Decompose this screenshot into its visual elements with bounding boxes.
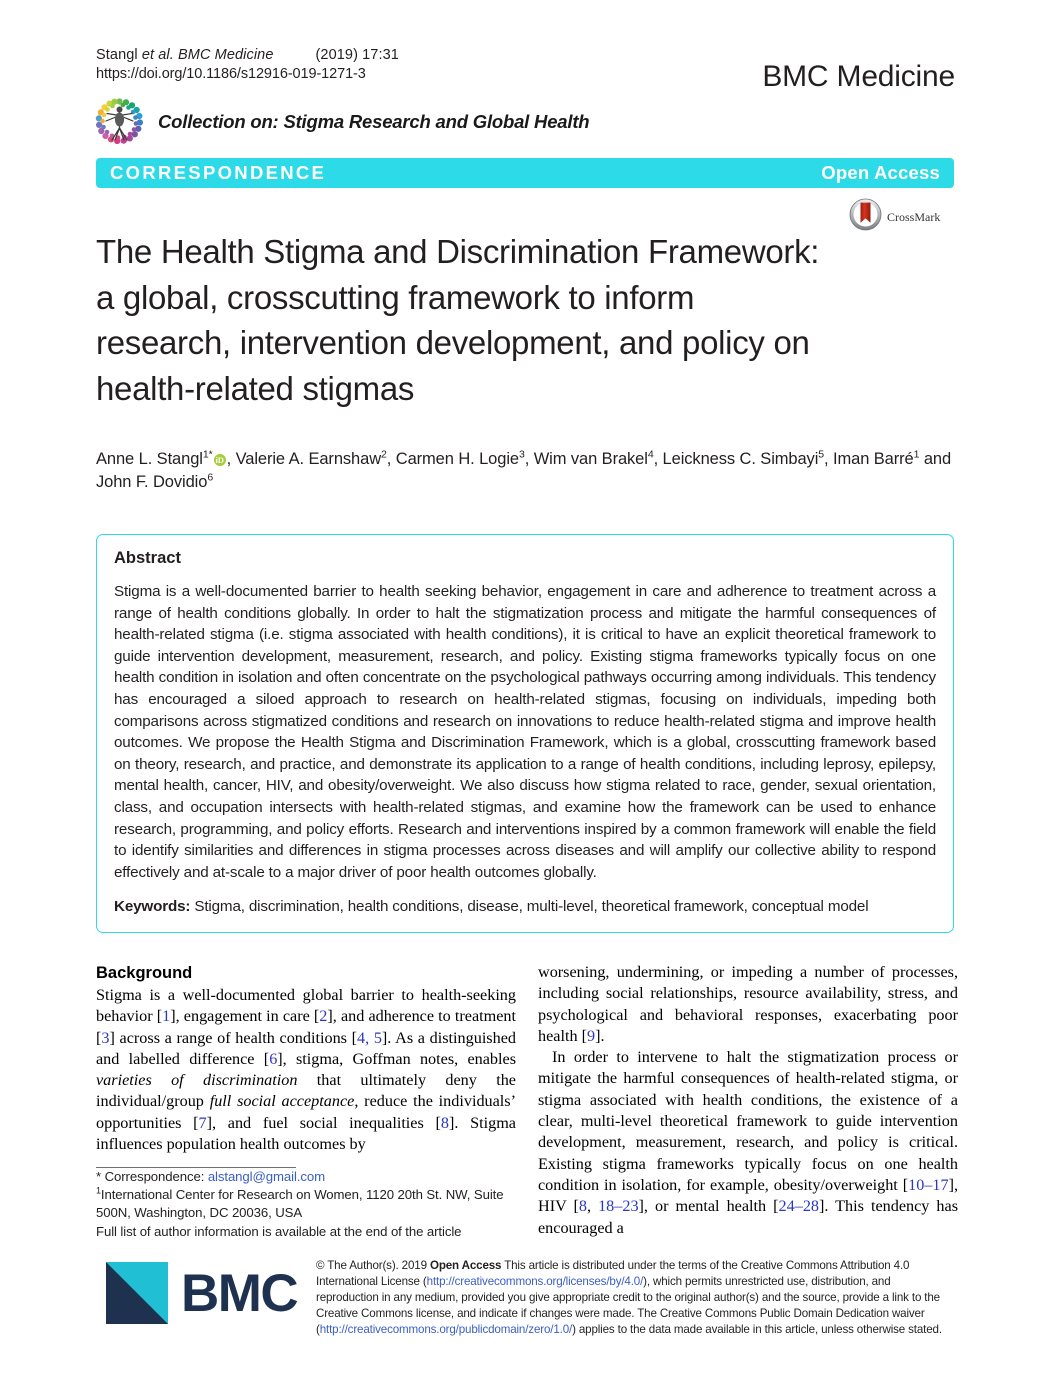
- affiliation-marker: 1: [96, 1185, 101, 1196]
- running-head-journal: et al. BMC Medicine: [141, 47, 274, 63]
- text-run: Stigma is a well-documented global barrier to health-seeking behavior [: [96, 986, 516, 1026]
- reference-link[interactable]: 8: [440, 1113, 449, 1132]
- running-head-citation: [96, 46, 716, 65]
- text-run: ) applies to the data made available in this article, unless otherwise stated.: [572, 1322, 942, 1336]
- text-run: ], and adherence to treatment [: [96, 1007, 516, 1047]
- author-name[interactable]: Anne L. Stangl$^{1*}$: [96, 448, 213, 468]
- author-name[interactable]: Leickness C. Simbayi$^5$: [662, 448, 825, 468]
- vitruvian-man-dna-circle-icon: [92, 96, 147, 148]
- reference-link[interactable]: 7: [198, 1113, 207, 1132]
- reference-link[interactable]: 24–28: [778, 1197, 819, 1216]
- reference-link[interactable]: 4, 5: [357, 1028, 382, 1047]
- abstract-body: Stigma is a well-documented barrier to health seeking behavior, engagement in care and adherence to treatment across a range of health conditions globally. In order to halt the stigmatization process and mitigate the harmful consequences of health-related stigma (i.e. stigma associated with health conditions), it is critical to have an explicit theoretical framework to guide intervention development, measurement, research, and policy. Existing stigma frameworks typically focus on one health condition in isolation and often concentrate on the psychological pathways occurring among individuals. This tendency has encouraged a siloed approach to research on health-related stigmas, focusing on individuals, impeding both comparisons across stigmatized conditions and research on innovations to reduce health-related stigma and improve health outcomes. We propose the Health Stigma and Discrimination Framework, which is a global, crosscutting framework based on theory, research, and practice, and demonstrate its application to a range of health conditions, including leprosy, epilepsy, mental health, cancer, HIV, and obesity/overweight. We also discuss how stigma related to race, gender, sexual orientation, class, and occupation intersects with health-related stigmas, and examine how the framework can be used to enhance research, programming, and policy efforts. Research and interventions inspired by a common framework will enable the field to identify similarities and differences in stigma processes across diseases and will amplify our collective ability to respond effectively and at-scale to a major driver of poor health outcomes globally.: [114, 583, 936, 881]
- collection-banner[interactable]: [92, 96, 589, 148]
- text-run: © The Author(s). 2019: [316, 1259, 430, 1272]
- bold-text: Open Access: [429, 1259, 502, 1272]
- external-link[interactable]: http://creativecommons.org/licenses/by/4.0/: [426, 1274, 644, 1288]
- section-heading-background: Background: [96, 964, 193, 982]
- emphasis-text: full social acceptance: [209, 1092, 355, 1111]
- text-run: ]. Stigma influences population health outcomes by: [96, 1113, 516, 1154]
- correspondence-line: [96, 1168, 516, 1186]
- affiliation-text: International Center for Research on Women, 1120 20th St. NW, Suite 500N, Washington, DC 20036, USA: [96, 1187, 504, 1221]
- emphasis-text: varieties of discrimination: [96, 1071, 298, 1090]
- text-run: ].: [595, 1026, 605, 1045]
- text-run: ), which permits unrestricted use, distribution, and reproduction in any medium, provided you give appropriate credit to the original author(s) and the source, provide a link to the Creative Commons license, and indicate if changes were made. The Creative Commons Public Domain Dedication waiver (: [316, 1274, 940, 1336]
- text-run: ], HIV [: [538, 1175, 958, 1216]
- text-run: ,: [586, 1197, 599, 1216]
- author-list: Anne L. Stangl$^{1*}$ iD , Valerie A. Earnshaw$^2$, Carmen H. Logie$^3$, Wim van Brakel$^4$, Leickness C. Simbayi$^5$, Iman Barré$^1$ and John F. Dovidio$^6$: [96, 448, 952, 491]
- page-title: The Health Stigma and Discrimination Framework: a global, crosscutting framework to inform research, intervention development, and policy on health-related stigmas: [96, 233, 820, 407]
- journal-title: BMC Medicine: [762, 60, 955, 93]
- running-head: [96, 46, 716, 84]
- reference-link[interactable]: 18–23: [598, 1197, 639, 1216]
- reference-link[interactable]: 8: [578, 1197, 587, 1216]
- text-run: ] across a range of health conditions [: [109, 1028, 358, 1047]
- reference-link[interactable]: 6: [269, 1049, 278, 1068]
- bmc-triangle-mark-icon: [106, 1262, 168, 1324]
- text-run: ]. This tendency has encouraged a: [538, 1197, 958, 1237]
- text-run: In order to intervene to halt the stigmatization process or mitigate the harmful consequences of health-related stigma, or stigma associated with health conditions, the existence of a clear, multi-level theoretical framework to guide intervention development, measurement, research, and policy is critical. Existing stigma frameworks typically focus on one health condition in isolation, for example, obesity/overweight [: [538, 1048, 958, 1194]
- text-run: ], stigma, Goffman notes, enables: [277, 1049, 516, 1068]
- text-run: , reduce the individuals’ opportunities [: [96, 1092, 516, 1132]
- crossmark-badge[interactable]: [849, 198, 940, 236]
- author-name[interactable]: Iman Barré$^1$: [833, 448, 920, 468]
- running-head-author: Stangl: [96, 47, 142, 63]
- crossmark-label: CrossMark: [887, 209, 941, 224]
- body-paragraph: [538, 1047, 958, 1239]
- reference-link[interactable]: 3: [101, 1028, 110, 1047]
- abstract-section: [96, 534, 954, 933]
- reference-link[interactable]: 1: [162, 1007, 171, 1026]
- text-run: ], and fuel social inequalities [: [206, 1113, 441, 1132]
- crossmark-icon: [849, 198, 882, 236]
- article-type-banner: [96, 158, 954, 188]
- correspondence-email-link[interactable]: alstangl@gmail.com: [207, 1169, 325, 1184]
- bmc-wordmark: BMC: [181, 1263, 298, 1323]
- external-link[interactable]: http://creativecommons.org/publicdomain/zero/1.0/: [319, 1322, 573, 1336]
- author-name[interactable]: John F. Dovidio$^6$: [96, 471, 214, 491]
- running-head-doi[interactable]: https://doi.org/10.1186/s12916-019-1271-3: [96, 66, 366, 82]
- text-run: worsening, undermining, or impeding a number of processes, including social relationships, resource availability, stress, and psychological and behavioral responses, exacerbating poor health [: [538, 963, 958, 1045]
- text-run: that ultimately deny the individual/group: [96, 1071, 516, 1111]
- reference-link[interactable]: 9: [587, 1026, 596, 1045]
- text-run: ], engagement in care [: [170, 1007, 320, 1026]
- author-name[interactable]: Carmen H. Logie$^3$: [395, 448, 525, 468]
- orcid-icon[interactable]: iD: [215, 455, 224, 465]
- bmc-logo[interactable]: [106, 1262, 297, 1324]
- text-run: ], or mental health [: [638, 1197, 779, 1216]
- license-text: [316, 1258, 956, 1338]
- text-run: This article is distributed under the terms of the Creative Commons Attribution 4.0 International License (: [316, 1259, 910, 1288]
- keywords-values: Stigma, discrimination, health conditions, disease, multi-level, theoretical framework, conceptual model: [190, 898, 869, 916]
- body-column-left: [96, 962, 516, 1155]
- article-type-label: CORRESPONDENCE: [110, 162, 327, 183]
- body-paragraph: [538, 962, 958, 1047]
- correspondence-label: * Correspondence:: [96, 1169, 208, 1184]
- footnote-block: [96, 1168, 516, 1241]
- reference-link[interactable]: 2: [319, 1007, 328, 1026]
- open-access-label[interactable]: Open Access: [821, 162, 940, 183]
- author-name[interactable]: Valerie A. Earnshaw$^2$: [235, 448, 387, 468]
- collection-label: Collection on: Stigma Research and Global Health: [158, 111, 590, 132]
- author-name[interactable]: Wim van Brakel$^4$: [533, 448, 654, 468]
- abstract-heading: Abstract: [114, 549, 181, 567]
- author-info-note: Full list of author information is available at the end of the article: [96, 1223, 462, 1239]
- reference-link[interactable]: 10–17: [908, 1175, 949, 1194]
- body-column-right: [538, 962, 958, 1239]
- keywords-line: [114, 896, 936, 918]
- keywords-label: Keywords:: [114, 898, 191, 916]
- running-head-volume: (2019) 17:31: [315, 47, 399, 63]
- body-paragraph: [96, 985, 516, 1155]
- text-run: ]. As a distinguished and labelled difference [: [96, 1028, 516, 1068]
- affiliation-line: [96, 1186, 516, 1222]
